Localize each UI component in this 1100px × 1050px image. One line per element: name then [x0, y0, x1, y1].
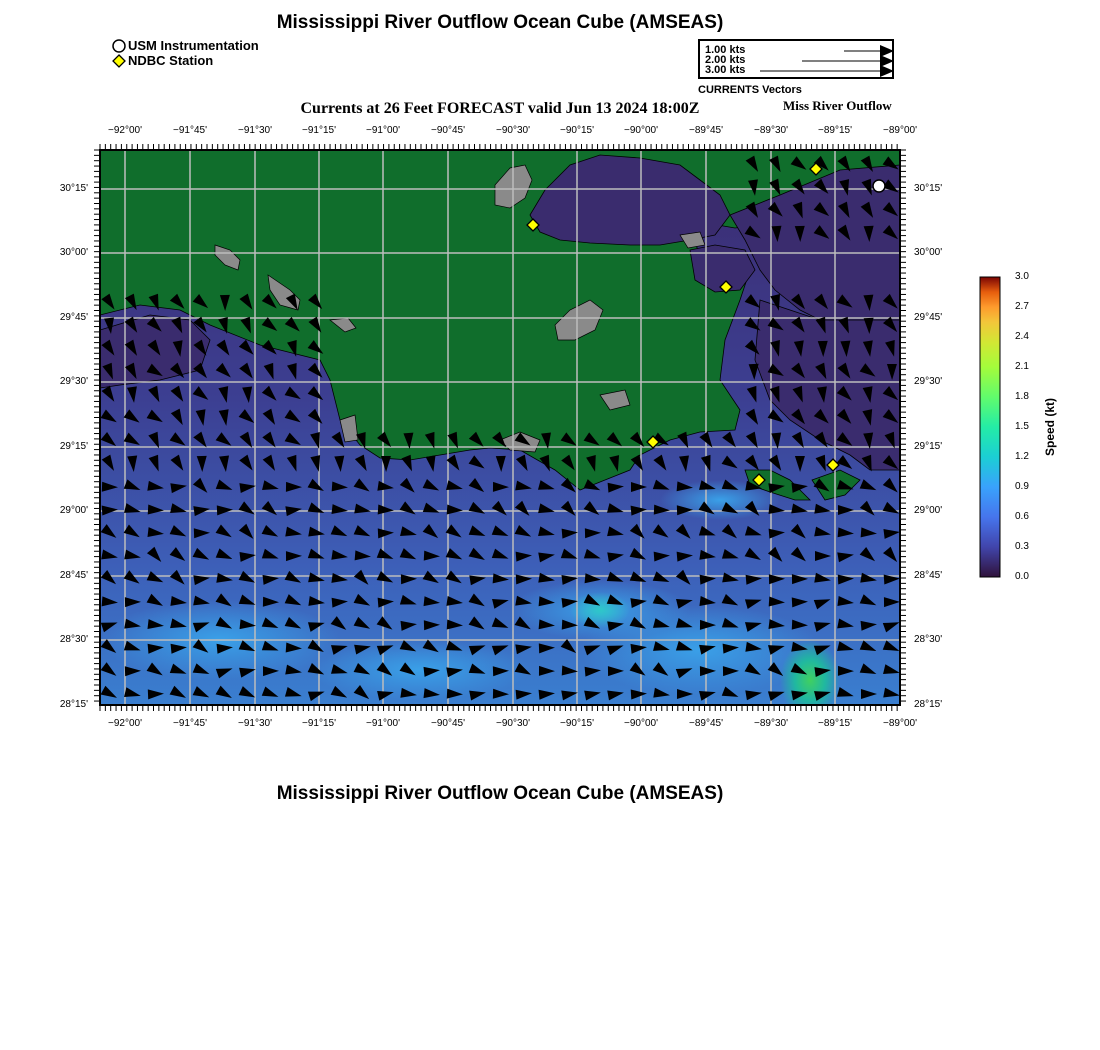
vector-key-caption: CURRENTS Vectors: [698, 84, 802, 96]
lat-tick-label: 28°30': [59, 634, 88, 645]
vector-key-entry-1: 1.00 kts: [705, 44, 746, 56]
colorbar-tick-label: 0.9: [1015, 481, 1029, 492]
lon-tick-label: −90°30': [496, 718, 530, 729]
lon-tick-label: −91°45': [173, 125, 207, 136]
bottom-title: Mississippi River Outflow Ocean Cube (AMSEAS): [276, 783, 724, 804]
lon-tick-label: −91°00': [366, 125, 400, 136]
colorbar-tick-label: 2.4: [1015, 331, 1029, 342]
lat-tick-label: 29°45': [59, 312, 88, 323]
lat-tick-label: 30°00': [59, 247, 88, 258]
vector-key-entry-2: 2.00 kts: [705, 54, 746, 66]
lon-tick-label: −89°30': [754, 718, 788, 729]
lat-tick-label: 29°00': [59, 505, 88, 516]
lat-tick-label: 30°00': [914, 247, 943, 258]
lon-tick-label: −90°30': [496, 125, 530, 136]
lon-tick-label: −91°15': [302, 718, 336, 729]
region-label: Miss River Outflow: [783, 98, 892, 113]
lat-tick-label: 29°00': [914, 505, 943, 516]
colorbar-tick-label: 1.8: [1015, 391, 1029, 402]
colorbar-tick-label: 0.0: [1015, 571, 1029, 582]
colorbar-tick-label: 1.5: [1015, 421, 1029, 432]
page-title: Mississippi River Outflow Ocean Cube (AMSEAS): [276, 12, 724, 33]
lon-tick-label: −92°00': [108, 125, 142, 136]
lon-tick-label: −89°15': [818, 125, 852, 136]
colorbar-tick-label: 0.6: [1015, 511, 1029, 522]
legend-usm-label: USM Instrumentation: [128, 38, 259, 53]
lat-tick-label: 28°15': [59, 699, 88, 710]
lat-tick-label: 30°15': [59, 183, 88, 194]
lon-tick-label: −90°45': [431, 125, 465, 136]
lat-tick-label: 28°45': [914, 570, 943, 581]
map-subtitle: Currents at 26 Feet FORECAST valid Jun 13 2024 18:00Z: [300, 100, 700, 117]
lon-tick-label: −90°15': [560, 718, 594, 729]
lon-tick-label: −90°00': [624, 125, 658, 136]
usm-instrument-marker[interactable]: [873, 180, 885, 192]
lon-tick-label: −89°00': [883, 125, 917, 136]
lon-tick-label: −90°45': [431, 718, 465, 729]
lat-tick-label: 28°15': [914, 699, 943, 710]
lon-tick-label: −89°15': [818, 718, 852, 729]
colorbar-tick-label: 3.0: [1015, 271, 1029, 282]
legend-ndbc-label: NDBC Station: [128, 53, 214, 68]
lat-tick-label: 29°15': [59, 441, 88, 452]
colorbar-tick-label: 0.3: [1015, 541, 1029, 552]
colorbar-tick-label: 1.2: [1015, 451, 1029, 462]
lat-tick-label: 29°30': [914, 376, 943, 387]
lon-tick-label: −91°00': [366, 718, 400, 729]
colorbar-label: Speed (kt): [1043, 397, 1057, 457]
lon-tick-label: −89°45': [689, 718, 723, 729]
vector-key-entry-3: 3.00 kts: [705, 64, 746, 76]
lon-tick-label: −89°00': [883, 718, 917, 729]
lat-tick-label: 28°45': [59, 570, 88, 581]
map-area: [100, 150, 901, 720]
lon-tick-label: −89°45': [689, 125, 723, 136]
lat-tick-label: 29°15': [914, 441, 943, 452]
lon-tick-label: −91°15': [302, 125, 336, 136]
colorbar: [980, 277, 1000, 577]
colorbar-tick-label: 2.1: [1015, 361, 1029, 372]
lon-tick-label: −91°30': [238, 125, 272, 136]
lon-tick-label: −91°45': [173, 718, 207, 729]
lon-tick-label: −92°00': [108, 718, 142, 729]
lon-tick-label: −90°15': [560, 125, 594, 136]
lat-tick-label: 30°15': [914, 183, 943, 194]
lon-tick-label: −89°30': [754, 125, 788, 136]
lat-tick-label: 29°45': [914, 312, 943, 323]
colorbar-tick-label: 2.7: [1015, 301, 1029, 312]
lon-tick-label: −91°30': [238, 718, 272, 729]
lat-tick-label: 28°30': [914, 634, 943, 645]
lon-tick-label: −90°00': [624, 718, 658, 729]
lat-tick-label: 29°30': [59, 376, 88, 387]
